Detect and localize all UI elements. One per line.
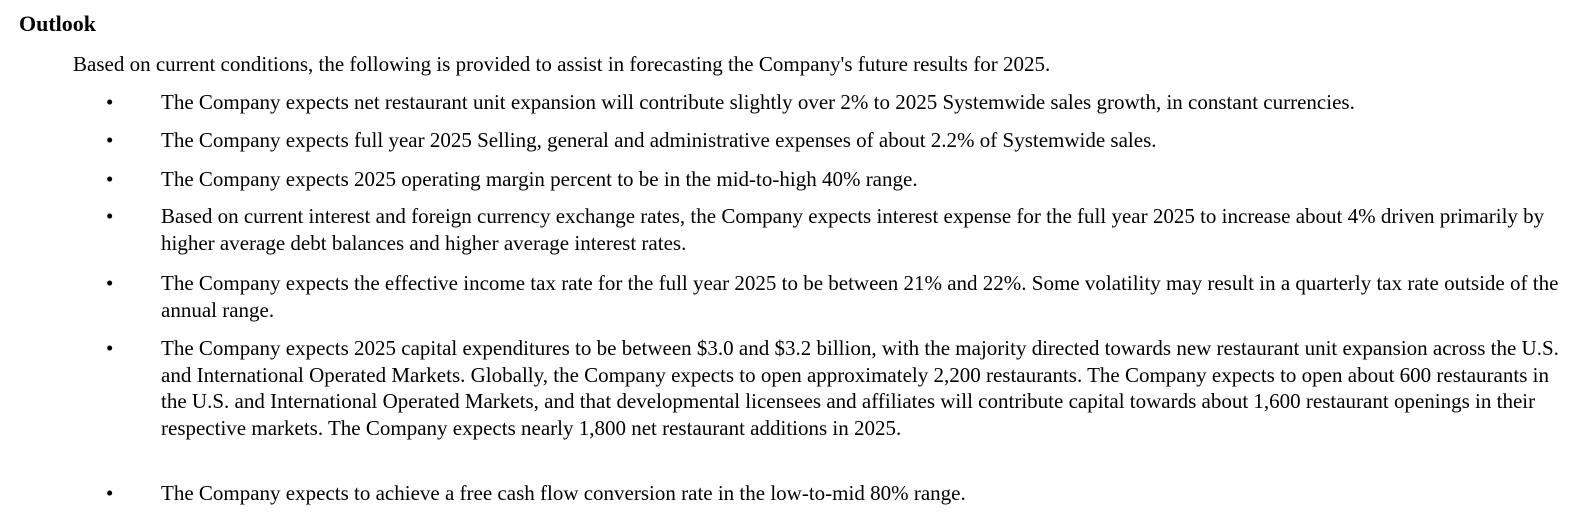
section-heading: Outlook	[19, 11, 97, 36]
bullet-icon: •	[106, 336, 114, 360]
list-item-text: Based on current interest and foreign currency exchange rates, the Company expects interest expense for the full year 2025 to increase about 4% driven primarily by higher average debt balances and higher average interest rates.	[161, 204, 1545, 255]
bullet-icon: •	[106, 90, 114, 114]
bullet-icon: •	[106, 128, 114, 152]
list-item-text: The Company expects 2025 capital expenditures to be between $3.0 and $3.2 billion, with the majority directed towards new restaurant unit expansion across the U.S. and International Operated Markets. Globally, the Company expects to open approximately 2,200 restaurants. The Company expects to open about 600 restaurants in the U.S. and International Operated Markets, and that developmental licensees and affiliates will contribute capital towards about 1,600 restaurant openings in their respective markets. The Company expects nearly 1,800 net restaurant additions in 2025.	[161, 336, 1559, 440]
intro-paragraph: Based on current conditions, the following is provided to assist in forecasting the Company's future results for 2025.	[73, 52, 1051, 76]
list-item-text: The Company expects full year 2025 Selling, general and administrative expenses of about 2.2% of Systemwide sales.	[161, 128, 1157, 152]
bullet-icon: •	[106, 167, 114, 191]
bullet-icon: •	[106, 271, 114, 295]
list-item-text: The Company expects the effective income tax rate for the full year 2025 to be between 21% and 22%. Some volatility may result in a quarterly tax rate outside of the annual range.	[161, 271, 1559, 322]
list-item-text: The Company expects to achieve a free cash flow conversion rate in the low-to-mid 80% range.	[161, 481, 966, 505]
list-item-text: The Company expects 2025 operating margin percent to be in the mid-to-high 40% range.	[161, 167, 918, 191]
bullet-icon: •	[106, 481, 114, 505]
bullet-icon: •	[106, 204, 114, 228]
list-item-text: The Company expects net restaurant unit expansion will contribute slightly over 2% to 2025 Systemwide sales growth, in constant currencies.	[161, 90, 1355, 114]
